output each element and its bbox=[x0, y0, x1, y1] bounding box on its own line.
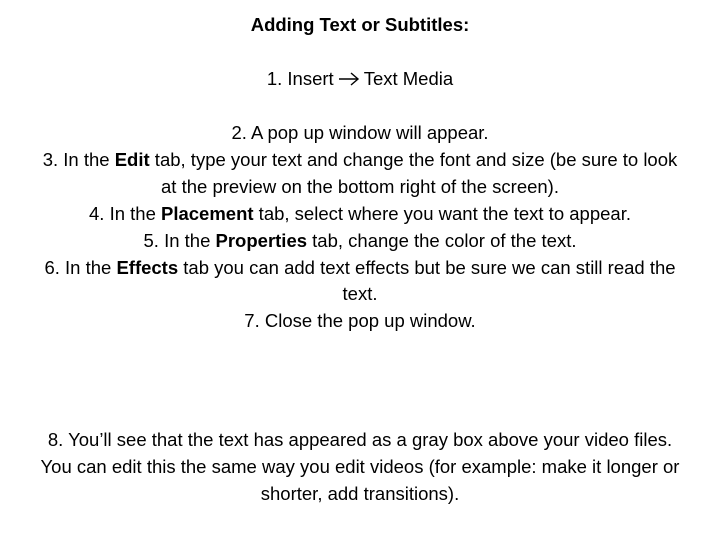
step-4-pre: 4. In the bbox=[89, 202, 161, 224]
step-6 bbox=[40, 255, 680, 309]
step-4-post: tab, select where you want the text to appear. bbox=[253, 202, 631, 224]
step-3 bbox=[40, 147, 680, 201]
step-1 bbox=[0, 66, 720, 92]
step-1-suffix: Text Media bbox=[363, 68, 454, 89]
step-6-tab-name: Effects bbox=[116, 256, 179, 278]
step-4-tab-name: Placement bbox=[161, 202, 254, 224]
steps-block bbox=[40, 120, 680, 335]
step-1-prefix: 1. Insert bbox=[266, 68, 334, 89]
step-5-pre: 5. In the bbox=[143, 229, 216, 251]
step-3-post: tab, type your text and change the font and size (be sure to look at the preview on the bottom right of the screen). bbox=[149, 148, 678, 197]
step-2: 2. A pop up window will appear. bbox=[231, 122, 489, 143]
step-8-block bbox=[40, 426, 680, 507]
step-4 bbox=[40, 201, 680, 228]
step-5-post: tab, change the color of the text. bbox=[307, 229, 577, 251]
arrow-right-icon bbox=[338, 72, 360, 86]
step-3-pre: 3. In the bbox=[42, 148, 115, 170]
step-8: 8. You’ll see that the text has appeared as a gray box above your video files. You can edit this the same way you edit videos (for example: make it longer or shorter, add transitions). bbox=[40, 429, 680, 504]
step-6-pre: 6. In the bbox=[44, 256, 117, 278]
step-3-tab-name: Edit bbox=[114, 148, 150, 170]
step-5 bbox=[40, 228, 680, 255]
step-6-post: tab you can add text effects but be sure we can still read the text. bbox=[178, 256, 676, 305]
slide-title: Adding Text or Subtitles: bbox=[250, 14, 470, 35]
step-7: 7. Close the pop up window. bbox=[244, 310, 476, 332]
step-5-tab-name: Properties bbox=[215, 229, 308, 251]
